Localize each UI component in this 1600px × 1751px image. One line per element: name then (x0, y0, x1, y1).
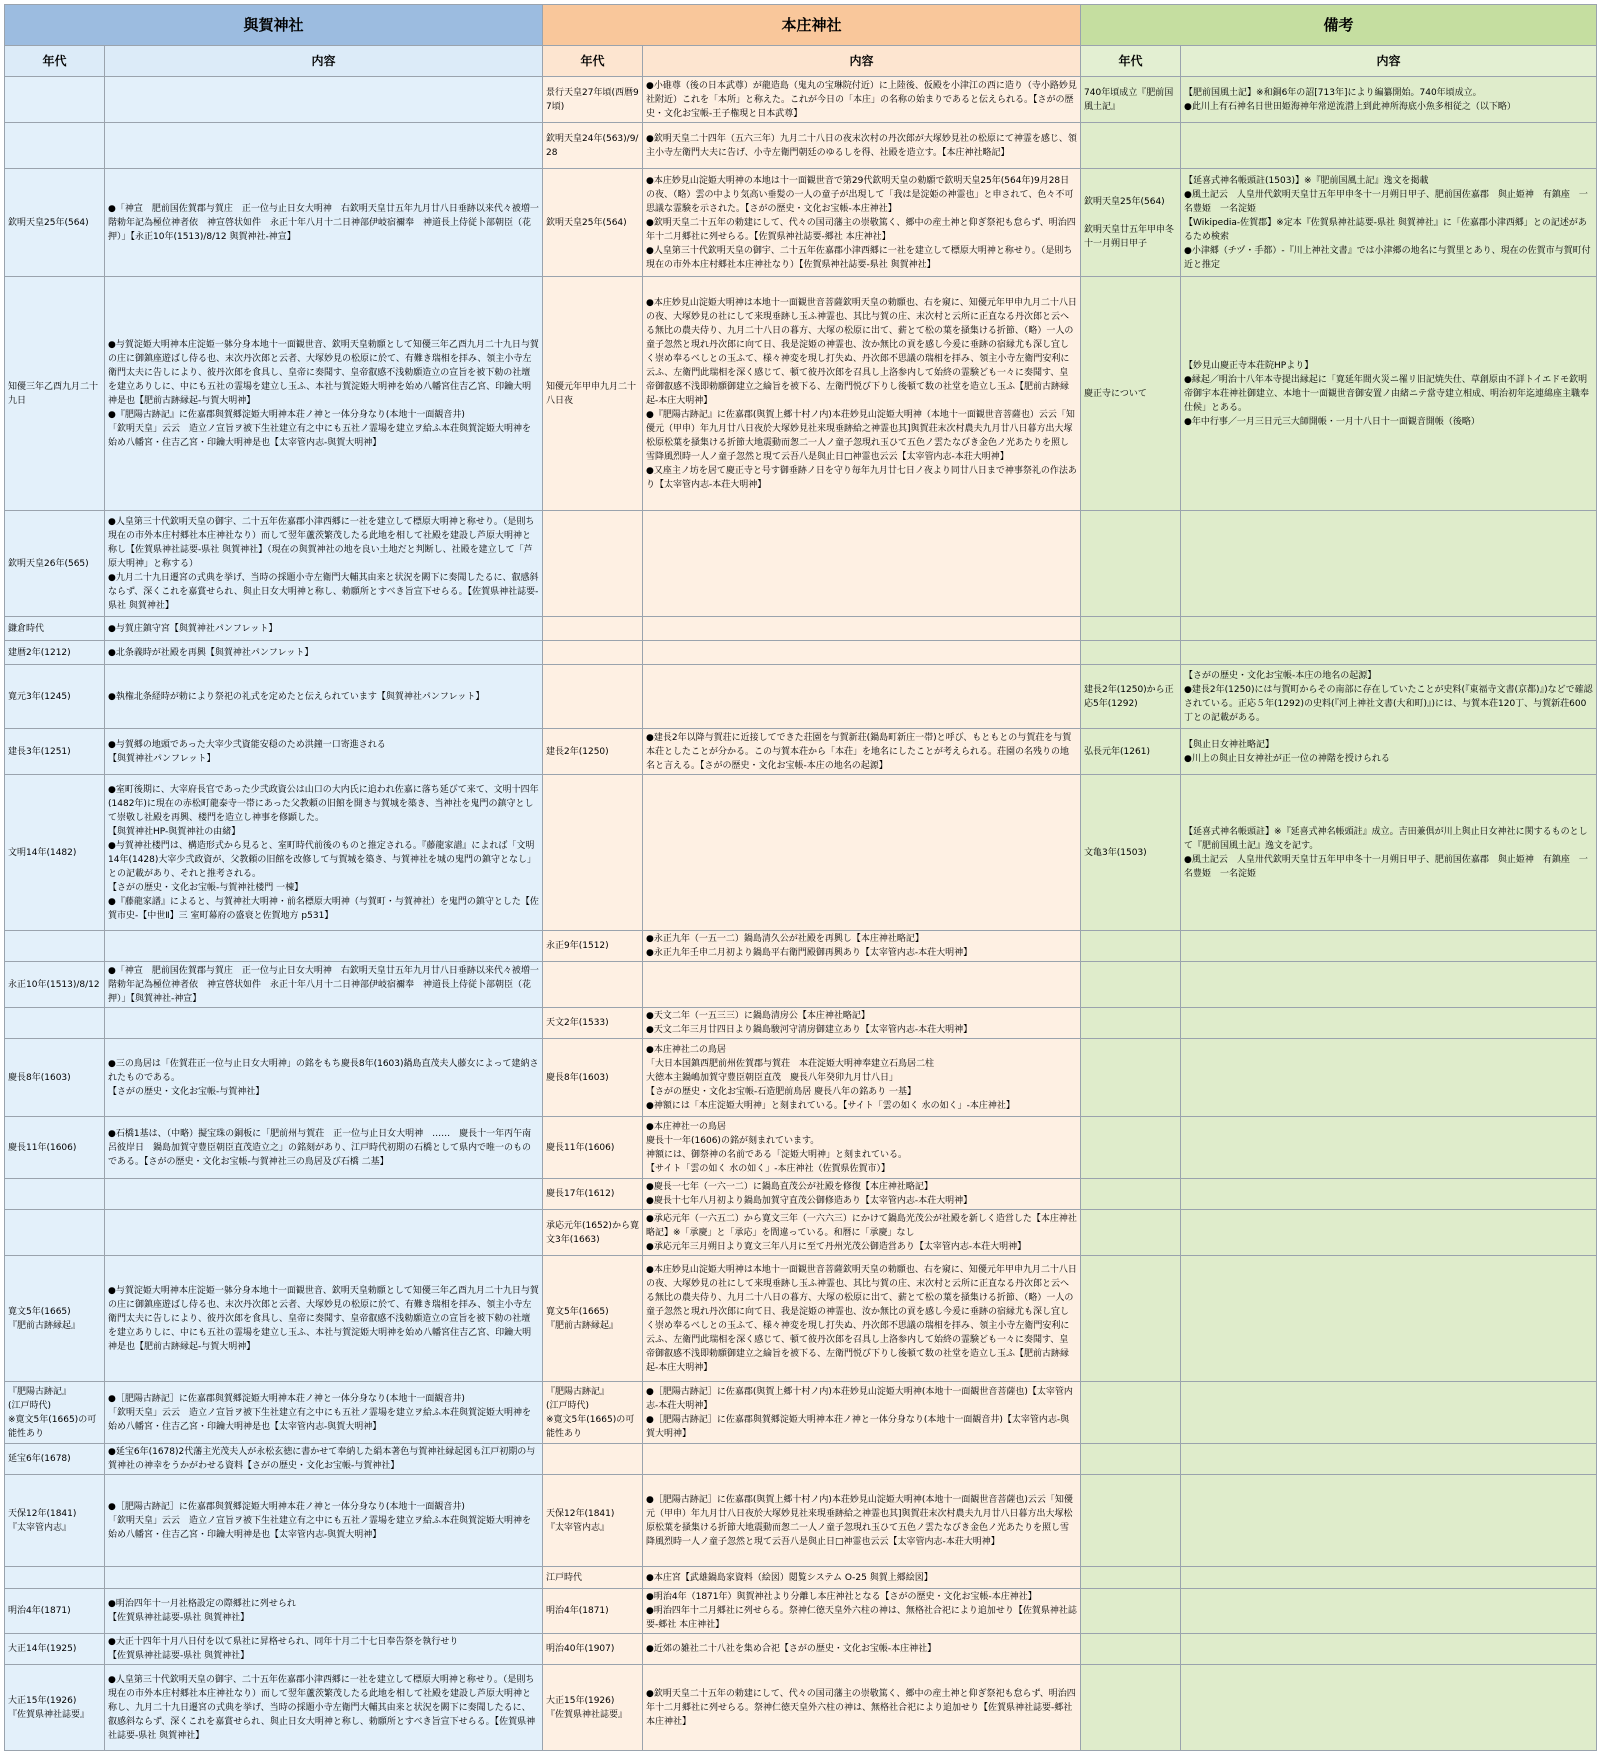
honjo-era-cell: 寛文5年(1665) 『肥前古跡縁起』 (543, 1256, 643, 1382)
table-row (5, 169, 1597, 277)
honjo-era-cell: 景行天皇27年頃(西暦97頃) (543, 77, 643, 123)
yoga-era-cell: 大正14年(1925) (5, 1634, 105, 1665)
notes-era-cell: 文亀3年(1503) (1081, 775, 1181, 931)
yoga-era-cell (5, 1008, 105, 1039)
yoga-content-cell (105, 123, 543, 169)
yoga-era-cell: 明治4年(1871) (5, 1589, 105, 1634)
honjo-era-cell: 大正15年(1926) 『佐賀県神社誌要』 (543, 1665, 643, 1751)
honjo-era-cell (543, 775, 643, 931)
honjo-content-cell: ●慶長一七年（一六一二）に鍋島直茂公が社殿を修復【本庄神社略記】 ●慶長十七年八月初より鍋島加賀守直茂公御修造あり【太宰管内志-本荘大明神】 (643, 1179, 1081, 1210)
notes-era-cell (1081, 1256, 1181, 1382)
yoga-content-cell: ●与賀郷の地頭であった大宰少弐資能安穏のため洪鐘一口寄進される 【與賀神社パンフレット】 (105, 729, 543, 775)
honjo-era-cell (543, 962, 643, 1008)
yoga-content-cell: ●与賀庄鎮守宮【與賀神社パンフレット】 (105, 617, 543, 641)
honjo-era-cell (543, 511, 643, 617)
yoga-era-header: 年代 (5, 46, 105, 77)
honjo-content-cell: ●本庄妙見山淀姫大明神の本地は十一面観世音で第29代欽明天皇の勅願で欽明天皇25年(564年)9月28日の夜、（略）雲の中より気高い垂髪の一人の童子が出現して「我は是淀姫の神霊也」と申されて、色々不可思議な霊験を示された。【さがの歴史・文化お宝帳-本庄神社】 ●欽明天皇二十五年の勅建にして、代々の国司藩主の崇敬篤く、郷中の産土神と仰ぎ祭祀も怠らず、明治四年十二月郷社に列せらる。【佐賀県神社誌要-郷社 本庄神社】 ●人皇第三十代欽明天皇の御宇、二十五年佐嘉郡小津西郷に一社を建立して標原大明神と称せり。（是則ち現在の市外本庄村郷社本庄神社なり）【佐賀県神社誌要-県社 與賀神社】 (643, 169, 1081, 277)
yoga-era-cell: 文明14年(1482) (5, 775, 105, 931)
yoga-content-cell: ●与賀淀姫大明神本庄淀姫一躰分身本地十一面観世音、欽明天皇勅願として知優三年乙酉九月二十九日与賀の庄に御鎮座遊ばし侍る也、末次丹次郎と云者、大塚妙見の松原に於て、有難き瑞相を拝み、領主小寺左衛門太夫に告しにより、彼丹次郎を食具し、皇帝に奏聞す、皇帝叡感不浅勅願造立の宣旨を被下勅の社壇を建立ありしに、中にも五社の霊場を建立し玉ふ、本社与賀淀姫大明神を始め八幡宮住吉乙宮、印鑰大明神是也【肥前古跡縁起-与賀大明神】 (105, 1256, 543, 1382)
honjo-content-cell: ●本庄妙見山淀姫大明神は本地十一面観世音菩薩欽明天皇の勅願也、右を窺に、知優元年甲申九月二十八日の夜、大塚妙見の社にして来現垂跡し玉ふ神霊也、其比与賀の庄、末次村と云所に正直なる丹次郎と云へる無比の農夫侍り、九月二十八日の暮方、大塚の松原に出て、薪とて松の葉を掻集ける折節、（略）一人の童子忽然と現れ丹次郎に向て日、我是淀姫の神霊也、汝か無比の貢を感し今爰に垂跡の宿縁尤も深し宜しく崇め奉るべしとの玉ふて、様々神変を現し打失ぬ、丹次郎不思議の瑞相を拝み、領主小寺左衛門安利に云ふ、左衛門此瑞相を深く感じて、頓て彼丹次郎を召具し上洛参内して始終の霊験ども一々に奏聞す、皇帝御叡感不浅即勅願御建立之綸旨を被下る、左衛門悦び下りし後頓て数の社堂を造立し玉ふ【肥前古跡縁起-本庄大明神】 (643, 1256, 1081, 1382)
honjo-content-cell (643, 962, 1081, 1008)
notes-content-cell: 【延喜式神名帳頭註】※『延喜式神名帳頭註』成立。吉田兼俱が川上與止日女神社に関するものとして『肥前国風土記』逸文を記す。 ●風土記云 人皇卅代欽明天皇廿五年甲申冬十一月朔日甲子、肥前国佐嘉郡 與止姫神 有鎮座 一名豊姫 一名淀姫 (1181, 775, 1597, 931)
notes-content-cell: 【與止日女神社略記】 ●川上の與止日女神社が正一位の神階を授けられる (1181, 729, 1597, 775)
yoga-era-cell: 慶長11年(1606) (5, 1117, 105, 1179)
notes-era-cell (1081, 123, 1181, 169)
yoga-era-cell (5, 1179, 105, 1210)
notes-content-cell (1181, 1039, 1597, 1117)
table-row (5, 641, 1597, 665)
table-row (5, 1665, 1597, 1751)
yoga-content-cell: ●明治四年十一月社格設定の際郷社に列せられ 【佐賀県神社誌要-県社 與賀神社】 (105, 1589, 543, 1634)
yoga-era-cell (5, 77, 105, 123)
notes-content-cell (1181, 617, 1597, 641)
notes-content-cell (1181, 1382, 1597, 1444)
yoga-era-cell: 延宝6年(1678) (5, 1444, 105, 1475)
notes-era-cell: 弘長元年(1261) (1081, 729, 1181, 775)
yoga-era-cell: 寛文5年(1665) 『肥前古跡縁起』 (5, 1256, 105, 1382)
notes-content-cell (1181, 123, 1597, 169)
notes-content-cell: 【延喜式神名帳頭註(1503)】※『肥前国風土記』逸文を掲載 ●風土記云 人皇卅代欽明天皇廿五年甲申冬十一月朔日甲子、肥前国佐嘉郡 與止姫神 有鎮座 一名豊姫 一名淀姫 【Wikipedia-佐賀郡】※定本『佐賀県神社誌要-県社 與賀神社』に「佐嘉郡小津西郷」との記述があるため検索 ●小津郷（チヅ・手都）-『川上神社文書』では小津郷の地名に与賀里とあり、現在の佐賀市与賀町付近と推定 (1181, 169, 1597, 277)
yoga-era-cell: 建暦2年(1212) (5, 641, 105, 665)
yoga-era-cell: 欽明天皇26年(565) (5, 511, 105, 617)
yoga-content-cell: ●人皇第三十代欽明天皇の御宇、二十五年佐嘉郡小津西郷に一社を建立して標原大明神と称せり。（是則ち現在の市外本庄村郷社本庄神社なり）而して翌年蘆茨繁茂したる此地を相して社殿を建設し芦原大明神と称し【佐賀県神社誌要-県社 與賀神社】（現在の與賀神社の地を良い土地だと判断し、社殿を建立して「芦原大明神」と称する） ●九月二十九日遷宮の式典を挙げ、当時の採題小寺左衛門大輔其由来と状況を闕下に奏聞したるに、叡感斜ならず、深くこれを嘉賞せられ、與止日女大明神と称し、勅願所とすべき旨宣下せらる。【佐賀県神社誌要-県社 與賀神社】 (105, 511, 543, 617)
notes-era-cell (1081, 1210, 1181, 1256)
yoga-era-cell: 大正15年(1926) 『佐賀県神社誌要』 (5, 1665, 105, 1751)
honjo-era-cell: 建長2年(1250) (543, 729, 643, 775)
notes-content-cell (1181, 931, 1597, 962)
honjo-era-cell: 永正9年(1512) (543, 931, 643, 962)
shrine-history-table (4, 4, 1597, 1751)
honjo-content-cell: ●本庄宮【武雄鍋島家資料（絵図）閲覧システム O-25 與賀上郷絵図】 (643, 1567, 1081, 1589)
yoga-content-cell (105, 1210, 543, 1256)
notes-content-cell (1181, 1117, 1597, 1179)
yoga-content-cell (105, 1008, 543, 1039)
table-row (5, 775, 1597, 931)
yoga-content-cell: ●室町後期に、大宰府長官であった少弐政資公は山口の大内氏に追われ佐嘉に落ち延びて来て、文明十四年(1482年)に現在の赤松町龍泰寺一帯にあった父教頼の旧館を開き与賀城を築き、当神社を鬼門の鎮守として崇敬し社殿を再興、楼門を造立し神事を修顕した。 【與賀神社HP-與賀神社の由緒】 ●与賀神社楼門は、構造形式から見ると、室町時代前後のものと推定される。『藤龍家譜』によれば「文明14年(1428)大宰少弐政資が、父教頼の旧館を改修して与賀城を築き、与賀神社を城の鬼門の鎮守となし」との記載があり、それと推考される。 【さがの歴史・文化お宝帳-与賀神社楼門 一棟】 ●『藤龍家譜』によると、与賀神社大明神・前名標原大明神（与賀町・与賀神社）を鬼門の鎮守とした【佐賀市史-【中世Ⅱ】三 室町幕府の盛衰と佐賀地方 p531】 (105, 775, 543, 931)
honjo-content-cell (643, 665, 1081, 729)
honjo-content-cell: ●欽明天皇二十四年（五六三年）九月二十八日の夜末次村の丹次郎が大塚妙見社の松原にて神霊を感じ、領主小寺左衛門大夫に告げ、小寺左衛門朝廷のゆるしを得、社殿を造立す。【本庄神社略記】 (643, 123, 1081, 169)
notes-content-cell (1181, 1008, 1597, 1039)
table-row (5, 931, 1597, 962)
honjo-era-cell: 欽明天皇24年(563)/9/28 (543, 123, 643, 169)
table-row (5, 1039, 1597, 1117)
honjo-era-cell: 明治4年(1871) (543, 1589, 643, 1634)
yoga-era-cell: 建長3年(1251) (5, 729, 105, 775)
notes-era-cell (1081, 1444, 1181, 1475)
notes-content-cell (1181, 1567, 1597, 1589)
notes-content-cell (1181, 1475, 1597, 1567)
table-row (5, 1382, 1597, 1444)
honjo-era-cell: 明治40年(1907) (543, 1634, 643, 1665)
notes-era-cell (1081, 617, 1181, 641)
notes-era-cell (1081, 962, 1181, 1008)
table-row (5, 511, 1597, 617)
notes-content-cell (1181, 1256, 1597, 1382)
table-row (5, 1634, 1597, 1665)
yoga-content-cell: ●与賀淀姫大明神本庄淀姫一躰分身本地十一面観世音、欽明天皇勅願として知優三年乙酉九月二十九日与賀の庄に御鎮座遊ばし侍る也、末次丹次郎と云者、大塚妙見の松原に於て、有難き瑞相を拝み、領主小寺左衛門太夫に告しにより、彼丹次郎を食具し、皇帝に奏聞す、皇帝叡感不浅勅願造立の宣旨を被下勅の社壇を建立ありしに、中にも五社の霊場を建立し玉ふ、本社与賀淀姫大明神を始め八幡宮住吉乙宮、印鑰大明神是也【肥前古跡縁起-与賀大明神】 ●『肥陽古跡記』に佐嘉郡與賀郷淀姫大明神本荘ノ神と一体分身なり(本地十一面観音井) 「欽明天皇」云云 造立ノ宣旨ヲ被下生社建立有之中にも五社ノ霊場を建立ヲ給ふ本荘與賀淀姫大明神を始め八幡宮・住吉乙宮・印鑰大明神是也【太宰管内志-與賀大明神】 (105, 277, 543, 511)
honjo-era-cell: 欽明天皇25年(564) (543, 169, 643, 277)
table-row (5, 1475, 1597, 1567)
notes-era-cell (1081, 1117, 1181, 1179)
yoga-content-cell: ●三の鳥居は「佐賀荘正一位与止日女大明神」の銘をもち慶長8年(1603)鍋島直茂夫人藤女によって建納されたものである。 【さがの歴史・文化お宝帳-与賀神社】 (105, 1039, 543, 1117)
honjo-era-cell (543, 665, 643, 729)
notes-era-cell (1081, 1567, 1181, 1589)
honjo-era-cell: 慶長11年(1606) (543, 1117, 643, 1179)
honjo-era-cell: 江戸時代 (543, 1567, 643, 1589)
notes-content-cell (1181, 511, 1597, 617)
honjo-era-cell: 知優元年甲申九月二十八日夜 (543, 277, 643, 511)
notes-era-cell (1081, 931, 1181, 962)
notes-era-header: 年代 (1081, 46, 1181, 77)
yoga-era-cell (5, 1567, 105, 1589)
comparison-table-wrapper (4, 4, 1596, 1751)
table-row (5, 123, 1597, 169)
table-row (5, 617, 1597, 641)
yoga-era-cell: 慶長8年(1603) (5, 1039, 105, 1117)
honjo-content-cell: ●承応元年（一六五二）から寛文三年（一六六三）にかけて鍋島光茂公が社殿を新しく造営した【本庄神社略記】※「承慶」と「承応」を間違っている。和暦に「承慶」なし ●承応元年三月朔日より寛文三年八月に至て丹州光茂公御造営あり【太宰管内志-本荘大明神】 (643, 1210, 1081, 1256)
honjo-era-cell (543, 617, 643, 641)
table-row (5, 1210, 1597, 1256)
notes-era-cell (1081, 641, 1181, 665)
notes-era-cell (1081, 1179, 1181, 1210)
honjo-era-cell (543, 1444, 643, 1475)
yoga-content-cell: ●「神宣 肥前国佐賀郡与賀庄 正一位与止日女大明神 右欽明天皇廿五年九月廿八日垂跡以来代々被増一階勅年記為極位神者依 神宣啓状如件 永正十年八月十二日神部伊岐宿禰奉 神道長上侍従卜部朝臣（花押）」【永正10年(1513)/8/12 與賀神社-神宣】 (105, 169, 543, 277)
yoga-content-cell: ●延宝6年(1678)2代藩主光茂夫人が永松玄徳に書かせて奉納した絹本著色与賀神社縁起図も江戸初期の与賀神社の神幸をうかがわせる資料【さがの歴史・文化お宝帳-与賀神社】 (105, 1444, 543, 1475)
table-row (5, 665, 1597, 729)
honjo-era-cell: 『肥陽古跡記』 (江戸時代) ※寛文5年(1665)の可能性あり (543, 1382, 643, 1444)
notes-era-cell (1081, 1634, 1181, 1665)
yoga-content-cell (105, 1567, 543, 1589)
yoga-shrine-header: 與賀神社 (5, 5, 543, 46)
notes-content-cell (1181, 1179, 1597, 1210)
notes-content-cell (1181, 1665, 1597, 1751)
honjo-content-cell (643, 511, 1081, 617)
yoga-era-cell (5, 1210, 105, 1256)
notes-content-cell (1181, 1444, 1597, 1475)
honjo-content-cell: ●欽明天皇二十五年の勅建にして、代々の国司藩主の崇敬篤く、郷中の産土神と仰ぎ祭祀も怠らず、明治四年十二月郷社に列せらる。祭神仁徳天皇外六柱の神は、無格社合祀により追加せり【佐賀県神社誌要-郷社 本庄神社】 (643, 1665, 1081, 1751)
table-row (5, 1179, 1597, 1210)
yoga-content-cell (105, 77, 543, 123)
notes-content-cell (1181, 641, 1597, 665)
table-row (5, 1567, 1597, 1589)
honjo-content-cell: ●近郊の雑社二十八社を集め合祀【さがの歴史・文化お宝帳-本庄神社】 (643, 1634, 1081, 1665)
honjo-era-cell: 天保12年(1841) 『太宰管内志』 (543, 1475, 643, 1567)
table-body (5, 77, 1597, 1751)
notes-era-cell: 740年頃成立『肥前国風土記』 (1081, 77, 1181, 123)
yoga-content-cell (105, 1179, 543, 1210)
honjo-content-cell: ●天文二年（一五三三）に鍋島清房公【本庄神社略記】 ●天文二年三月廿四日より鍋島駿河守清房御建立あり【太宰管内志-本荘大明神】 (643, 1008, 1081, 1039)
honjo-content-cell: ●小碓尊（後の日本武尊）が龍造島（鬼丸の宝琳院付近）に上陸後、仮殿を小津江の西に造り（寺小路妙見社附近）これを「本所」と称えた。これが今日の「本庄」の名称の始まりであると伝えられる。【さがの歴史・文化お宝帳-王子権現と日本武尊】 (643, 77, 1081, 123)
notes-era-cell (1081, 1665, 1181, 1751)
honjo-era-header: 年代 (543, 46, 643, 77)
notes-era-cell (1081, 1382, 1181, 1444)
honjo-content-cell: ●［肥陽古跡記］に佐嘉郡(與賀上郷十村ノ内)本荘妙見山淀姫大明神(本地十一面観世音菩薩也)云云「知優元（甲申）年九月廿八日夜於大塚妙見社来現垂跡給之神霊也其]與賀荘末次村農夫九月廿八日暮方出大塚松原松葉を掻集ける折節大地震動而怱二一人ノ童子忽現れ玉ひて五色ノ雲たなびき金色ノ光あたりを照し雪降風烈時一人ノ童子忽然と現て云吾八是與止日□神霊也云云【太宰管内志-本荘大明神】 (643, 1475, 1081, 1567)
yoga-content-cell: ●「神宣 肥前国佐賀郡与賀庄 正一位与止日女大明神 右欽明天皇廿五年九月廿八日垂跡以来代々被増一階勅年記為極位神者依 神宣啓状如件 永正十年八月十二日神部伊岐宿禰奉 神道長上侍従卜部朝臣（花押）」【與賀神社-神宣】 (105, 962, 543, 1008)
notes-content-cell (1181, 962, 1597, 1008)
table-row (5, 277, 1597, 511)
notes-content-cell: 【妙見山慶正寺本荘院HPより】 ●縁起／明治十八年本寺提出縁起に「寛延年間火災ニ罹リ旧記焼失仕、草創原由不詳トイエドモ欽明帝御宇本荘神社御建立、本地十一面観世音御安置ノ由緒ニテ當寺建立相成、明治初年迄連綿座主職奉仕候」とある。 ●年中行事／一月三日元三大師開帳・一月十八日十一面観音開帳（後略） (1181, 277, 1597, 511)
table-row (5, 77, 1597, 123)
yoga-era-cell: 『肥陽古跡記』 (江戸時代) ※寛文5年(1665)の可能性あり (5, 1382, 105, 1444)
honjo-content-cell: ●本庄妙見山淀姫大明神は本地十一面観世音菩薩欽明天皇の勅願也、右を窺に、知優元年甲申九月二十八日の夜、大塚妙見の社にして来現垂跡し玉ふ神霊也、其比与賀の庄、末次村と云所に正直なる丹次郎と云へる無比の農夫侍り、九月二十八日の暮方、大塚の松原に出て、薪とて松の葉を掻集ける折節、（略）一人の童子忽然と現れ丹次郎に向て日、我是淀姫の神霊也、汝か無比の貢を感し今爰に垂跡の宿縁尤も深し宜しく崇め奉るべしとの玉ふて、様々神変を現し打失ぬ、丹次郎不思議の瑞相を拝み、領主小寺左衛門安利に云ふ、左衛門此瑞相を深く感じて、頓て彼丹次郎を召具し上洛参内して始終の霊験ども一々に奏聞す、皇帝御叡感不浅即勅願御建立之綸旨を被下る、左衛門悦び下りし後頓て数の社堂を造立し玉ふ【肥前古跡縁起-本庄大明神】 ●『肥陽古跡記』に佐嘉郡(與賀上郷十村ノ内)本荘妙見山淀姫大明神（本地十一面観世音菩薩也）云云「知優元（甲申）年九月廿八日夜於大塚妙見社来現垂跡給之神霊也其]與賀荘末次村農夫九月廿八日暮方出大塚松原松葉を掻集ける折節大地震動而怱二一人ノ童子忽現れ玉ひて五色ノ雲たなびき金色ノ光あたりを照し雪降風烈時一人ノ童子忽然と現て云吾八是與止日□神霊也云云【太宰管内志-本荘大明神】 ●又座主ノ坊を居て慶正寺と号す御垂跡ノ日を守り毎年九月廿七日ノ夜より同廿八日まで神事祭礼の作法あり【太宰管内志-本荘大明神】 (643, 277, 1081, 511)
honjo-era-cell: 承応元年(1652)から寛文3年(1663) (543, 1210, 643, 1256)
notes-content-cell (1181, 1634, 1597, 1665)
notes-era-cell (1081, 1008, 1181, 1039)
notes-era-cell: 欽明天皇25年(564) 欽明天皇廿五年甲申冬十一月朔日甲子 (1081, 169, 1181, 277)
honjo-content-cell: ●永正九年（一五一二）鍋島清久公が社殿を再興し【本庄神社略記】 ●永正九年壬申二月初より鍋島平右衛門殿御再興あり【太宰管内志-本荘大明神】 (643, 931, 1081, 962)
honjo-content-header: 内容 (643, 46, 1081, 77)
table-row (5, 1589, 1597, 1634)
honjo-shrine-header: 本庄神社 (543, 5, 1081, 46)
notes-content-header: 内容 (1181, 46, 1597, 77)
honjo-era-cell: 慶長17年(1612) (543, 1179, 643, 1210)
yoga-era-cell: 知優三年乙酉九月二十九日 (5, 277, 105, 511)
honjo-content-cell (643, 775, 1081, 931)
honjo-content-cell: ●本庄神社二の鳥居 「大日本国鎮西肥前州佐賀郡与賀荘 本荘淀姫大明神奉建立石鳥居二柱 大徳本主鍋嶋加賀守豊臣朝臣直茂 慶長八年癸卯九月廿八日」 【さがの歴史・文化お宝帳-石造肥前鳥居 慶長八年の銘あり 一基】 ●神額には「本庄淀姫大明神」と刻まれている。【サイト「雲の如く 水の如く」-本庄神社】 (643, 1039, 1081, 1117)
yoga-content-cell: ●執権北条経時が勅により祭祀の礼式を定めたと伝えられています【與賀神社パンフレット】 (105, 665, 543, 729)
honjo-content-cell: ●本庄神社一の鳥居 慶長十一年(1606)の銘が刻まれています。 神額には、御祭神の名前である「淀姫大明神」と刻まれている。 【サイト「雲の如く 水の如く」-本庄神社（佐賀県佐賀市）】 (643, 1117, 1081, 1179)
notes-header: 備考 (1081, 5, 1597, 46)
table-row (5, 1008, 1597, 1039)
notes-content-cell (1181, 1210, 1597, 1256)
yoga-content-cell: ●北条義時が社殿を再興【與賀神社パンフレット】 (105, 641, 543, 665)
honjo-content-cell (643, 617, 1081, 641)
yoga-era-cell: 永正10年(1513)/8/12 (5, 962, 105, 1008)
honjo-content-cell: ●建長2年以降与賀荘に近接してできた荘園を与賀新荘(鍋島町新庄一帯)と呼び、もともとの与賀荘を与賀本荘としたことが分かる。この与賀本荘から「本荘」を地名にしたことが考えられる。荘園の名残りの地名と言える。【さがの歴史・文化お宝帳-本庄の地名の起源】 (643, 729, 1081, 775)
honjo-era-cell: 慶長8年(1603) (543, 1039, 643, 1117)
notes-era-cell: 建長2年(1250)から正応5年(1292) (1081, 665, 1181, 729)
yoga-content-cell: ●大正十四年十月八日付を以て県社に昇格せられ、同年十月二十七日奉告祭を執行せり 【佐賀県神社誌要-県社 與賀神社】 (105, 1634, 543, 1665)
notes-era-cell (1081, 1039, 1181, 1117)
yoga-content-cell: ●［肥陽古跡記］に佐嘉郡與賀郷淀姫大明神本荘ノ神と一体分身なり(本地十一面観音井) 「欽明天皇」云云 造立ノ宣旨ヲ被下生社建立有之中にも五社ノ霊場を建立ヲ給ふ本荘與賀淀姫大明神を始め八幡宮・住吉乙宮・印鑰大明神是也【太宰管内志-與賀大明神】 (105, 1475, 543, 1567)
yoga-content-header: 内容 (105, 46, 543, 77)
notes-era-cell (1081, 1589, 1181, 1634)
yoga-era-cell: 鎌倉時代 (5, 617, 105, 641)
notes-content-cell: 【さがの歴史・文化お宝帳-本庄の地名の起源】 ●建長2年(1250)には与賀町からその南部に存在していたことが史料(『東福寺文書(京都)』)などで確認されている。正応５年(1292)の史料(『河上神社文書(大和町)』)には、与賀本荘120丁、与賀新荘600丁との記載がある。 (1181, 665, 1597, 729)
table-row (5, 962, 1597, 1008)
honjo-content-cell (643, 641, 1081, 665)
table-row (5, 1256, 1597, 1382)
yoga-content-cell (105, 931, 543, 962)
yoga-content-cell: ●石橋1基は、（中略）擬宝珠の銅板に「肥前州与賀荘 正一位与止日女大明神 …… 慶長十一年丙午南呂彼岸日 鍋島加賀守豊臣朝臣直茂造立之」の銘刻があり、江戸時代初期の石橋として県内で唯一のものである。【さがの歴史・文化お宝帳-与賀神社三の鳥居及び石橋 二基】 (105, 1117, 543, 1179)
table-row (5, 1444, 1597, 1475)
yoga-era-cell (5, 123, 105, 169)
notes-era-cell (1081, 511, 1181, 617)
yoga-era-cell: 天保12年(1841) 『太宰管内志』 (5, 1475, 105, 1567)
honjo-content-cell (643, 1444, 1081, 1475)
yoga-era-cell: 寛元3年(1245) (5, 665, 105, 729)
yoga-era-cell: 欽明天皇25年(564) (5, 169, 105, 277)
notes-content-cell: 【肥前国風土記】※和銅6年の詔[713年]により編纂開始。740年頃成立。 ●此川上有石神名日世田姫海神年常逆流潜上到此神所海底小魚多相従之（以下略） (1181, 77, 1597, 123)
honjo-era-cell (543, 641, 643, 665)
honjo-content-cell: ●明治4年（1871年）與賀神社より分離し本庄神社となる【さがの歴史・文化お宝帳-本庄神社】 ●明治四年十二月郷社に列せらる。祭神仁徳天皇外六柱の神は、無格社合祀により追加せり【佐賀県神社誌要-郷社 本庄神社】 (643, 1589, 1081, 1634)
yoga-content-cell: ●［肥陽古跡記］に佐嘉郡與賀郷淀姫大明神本荘ノ神と一体分身なり(本地十一面観音井) 「欽明天皇」云云 造立ノ宣旨ヲ被下生社建立有之中にも五社ノ霊場を建立ヲ給ふ本荘與賀淀姫大明神を始め八幡宮・住吉乙宮・印鑰大明神是也【太宰管内志-與賀大明神】 (105, 1382, 543, 1444)
notes-content-cell (1181, 1589, 1597, 1634)
notes-era-cell: 慶正寺について (1081, 277, 1181, 511)
table-row (5, 729, 1597, 775)
honjo-era-cell: 天文2年(1533) (543, 1008, 643, 1039)
honjo-content-cell: ●［肥陽古跡記］に佐嘉郡(與賀上郷十村ノ内)本荘妙見山淀姫大明神(本地十一面観世音菩薩也)【太宰管内志-本荘大明神】 ●［肥陽古跡記］に佐嘉郡與賀郷淀姫大明神本荘ノ神と一体分身なり(本地十一面観音井)【太宰管内志-與賀大明神】 (643, 1382, 1081, 1444)
yoga-era-cell (5, 931, 105, 962)
table-row (5, 1117, 1597, 1179)
notes-era-cell (1081, 1475, 1181, 1567)
yoga-content-cell: ●人皇第三十代欽明天皇の御宇、二十五年佐嘉郡小津西郷に一社を建立して標原大明神と称せり。（是則ち現在の市外本庄村郷社本庄神社なり）而して翌年蘆茨繁茂したる此地を相して社殿を建設し芦原大明神と称し、九月二十九日遷宮の式典を挙げ、当時の採題小寺左衛門大輔其由来と状況を闕下に奏聞したるに、叡感斜ならず、深くこれを嘉賞せられ、與止日女大明神と称し、勅願所とすべき旨宣下せらる。【佐賀県神社誌要-県社 與賀神社】 (105, 1665, 543, 1751)
